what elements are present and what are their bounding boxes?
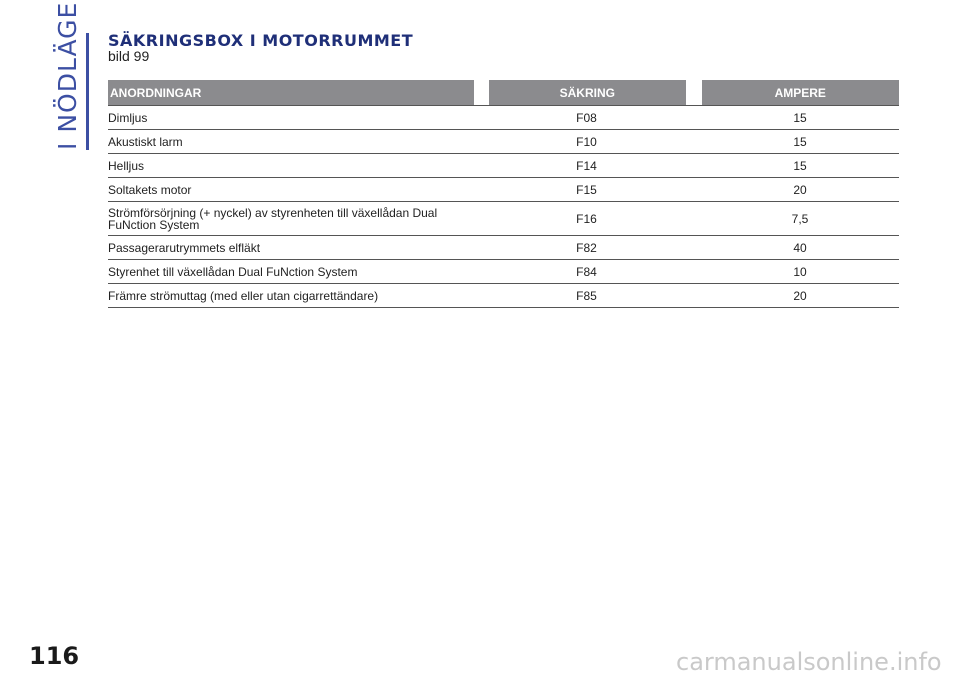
device-cell: Dimljus bbox=[108, 110, 148, 125]
ampere-cell: 20 bbox=[793, 182, 807, 197]
ampere-cell: 15 bbox=[793, 110, 807, 125]
page-number: 116 bbox=[29, 642, 80, 670]
fuse-cell: F15 bbox=[576, 182, 597, 197]
fuse-cell: F08 bbox=[576, 110, 597, 125]
page-title: SÄKRINGSBOX I MOTORRUMMET bbox=[108, 31, 414, 50]
device-cell: Främre strömuttag (med eller utan cigarrettändare) bbox=[108, 288, 379, 303]
fuse-cell: F10 bbox=[576, 134, 597, 149]
ampere-cell: 40 bbox=[793, 240, 807, 255]
section-tab-rule bbox=[86, 33, 89, 150]
table-row bbox=[108, 178, 899, 202]
table-row bbox=[108, 236, 899, 260]
section-tab: I NÖDLÄGE bbox=[53, 1, 82, 150]
table-row bbox=[108, 154, 899, 178]
ampere-cell: 15 bbox=[793, 134, 807, 149]
fuse-cell: F82 bbox=[576, 240, 597, 255]
column-header-fuse: SÄKRING bbox=[489, 80, 685, 105]
device-cell: Passagerarutrymmets elfläkt bbox=[108, 240, 261, 255]
ampere-cell: 7,5 bbox=[791, 211, 809, 226]
table-row bbox=[108, 260, 899, 284]
ampere-cell: 15 bbox=[793, 158, 807, 173]
table-header bbox=[108, 80, 899, 105]
fuse-cell: F84 bbox=[576, 264, 597, 279]
table-row bbox=[108, 105, 899, 130]
column-header-devices: ANORDNINGAR bbox=[108, 80, 474, 105]
table-row bbox=[108, 284, 899, 308]
watermark: carmanualsonline.info bbox=[676, 648, 942, 676]
ampere-cell: 20 bbox=[793, 288, 807, 303]
ampere-cell: 10 bbox=[793, 264, 807, 279]
device-cell: Akustiskt larm bbox=[108, 134, 183, 149]
table-row bbox=[108, 130, 899, 154]
fuse-cell: F14 bbox=[576, 158, 597, 173]
column-header-ampere: AMPERE bbox=[702, 80, 899, 105]
table-row bbox=[108, 202, 899, 236]
device-cell: Strömförsörjning (+ nyckel) av styrenheten till växellådan Dual FuNction System bbox=[108, 205, 438, 232]
device-cell: Soltakets motor bbox=[108, 182, 192, 197]
figure-reference: bild 99 bbox=[108, 48, 150, 64]
fuse-table bbox=[108, 80, 899, 308]
fuse-cell: F16 bbox=[576, 211, 597, 226]
device-cell: Helljus bbox=[108, 158, 145, 173]
device-cell: Styrenhet till växellådan Dual FuNction System bbox=[108, 264, 358, 279]
fuse-cell: F85 bbox=[576, 288, 597, 303]
